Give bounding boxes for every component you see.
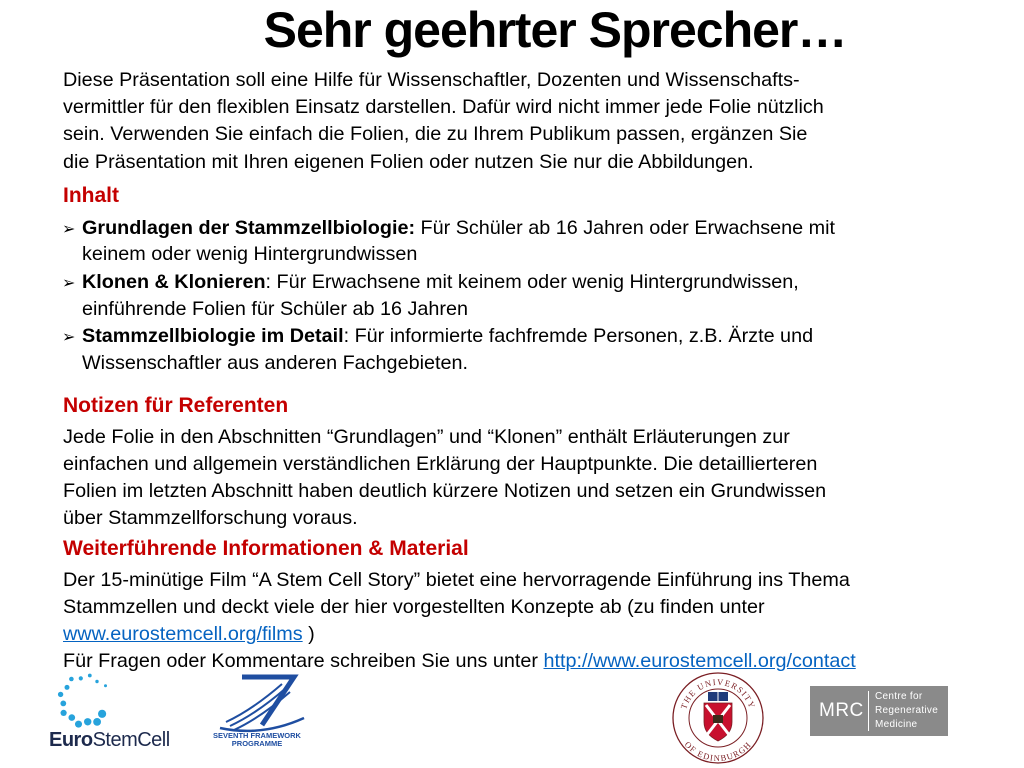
intro-line: vermittler für den flexiblen Einsatz darstellen. Dafür wird nicht immer jede Folie nützlich: [63, 95, 824, 118]
bullet-item-line: [82, 215, 835, 242]
logo-dot: [60, 701, 66, 707]
bullet-item-line: [82, 323, 813, 350]
arrow-bullet-icon: ➢: [62, 218, 76, 238]
films-link-suffix: ): [302, 622, 315, 645]
bullet-text: : Für informierte fachfremde Personen, z.B. Ärzte und: [343, 324, 814, 347]
fp7-seven-emblem: [220, 677, 304, 731]
logo-dot: [104, 684, 107, 687]
logo-dot: [98, 710, 106, 718]
mrc-name-line: Medicine: [875, 719, 918, 730]
logo-dot: [84, 718, 91, 725]
bullet-lead: Stammzellbiologie im Detail: [82, 324, 344, 347]
logo-dot: [93, 718, 101, 726]
mrc-name-line: Regenerative: [875, 705, 939, 716]
films-link[interactable]: www.eurostemcell.org/films: [63, 622, 303, 645]
bullet-item-line: [82, 269, 799, 296]
wing-line: [230, 688, 286, 726]
mrc-divider: [868, 691, 869, 731]
seal-ring-bottom-path: OF EDINBURGH: [682, 739, 754, 764]
eurostemcell-wordmark: [49, 729, 170, 751]
notes-heading: Notizen für Referenten: [63, 393, 289, 417]
arrow-bullet-icon: ➢: [62, 326, 76, 346]
eurostemcell-logo: [46, 670, 182, 752]
arrow-bullet-icon: ➢: [62, 272, 76, 292]
logo-dot: [69, 677, 74, 682]
contact-link[interactable]: http://www.eurostemcell.org/contact: [543, 649, 856, 672]
wordmark-euro: Euro: [49, 729, 93, 751]
wordmark-stemcell: StemCell: [92, 729, 170, 751]
fp7-logo: [212, 670, 312, 752]
notes-line: über Stammzellforschung voraus.: [63, 506, 358, 529]
seal-ring-top-path: THE UNIVERSITY: [678, 676, 758, 711]
fp7-text-line1: SEVENTH FRAMEWORK: [213, 731, 301, 740]
bullet-text: : Für Erwachsene mit keinem oder wenig Hintergrundwissen,: [265, 270, 799, 293]
bullet-continuation: Wissenschaftler aus anderen Fachgebieten.: [82, 351, 468, 374]
intro-line: die Präsentation mit Ihren eigenen Folien oder nutzen Sie nur die Abbildungen.: [63, 150, 754, 173]
mrc-name-line: Centre for: [875, 691, 923, 702]
logo-dot: [95, 680, 98, 683]
mrc-logo: [810, 686, 948, 736]
contents-heading: Inhalt: [63, 183, 119, 207]
films-link-line: [63, 621, 315, 648]
slide-title: Sehr geehrter Sprecher…: [263, 2, 847, 58]
logo-dot: [79, 676, 83, 680]
logo-dot: [69, 714, 76, 721]
bullet-continuation: keinem oder wenig Hintergrundwissen: [82, 242, 418, 265]
bullet-lead: Grundlagen der Stammzellbiologie:: [82, 216, 416, 239]
bullet-text: Für Schüler ab 16 Jahren oder Erwachsene mit: [415, 216, 836, 239]
further-heading: Weiterführende Informationen & Material: [63, 536, 469, 560]
edinburgh-seal-logo: [664, 670, 772, 766]
notes-line: Jede Folie in den Abschnitten “Grundlagen” und “Klonen” enthält Erläuterungen zur: [63, 425, 790, 448]
seven-stroke: [242, 677, 294, 725]
notes-line: Folien im letzten Abschnitt haben deutlich kürzere Notizen und setzen ein Grundwissen: [63, 479, 827, 502]
contact-text: Für Fragen oder Kommentare schreiben Sie uns unter: [63, 649, 544, 672]
mrc-centre-name: [875, 690, 938, 732]
logo-dot: [75, 721, 82, 728]
further-line: Der 15-minütige Film “A Stem Cell Story” bietet eine hervorragende Einführung ins Thema: [63, 568, 850, 591]
bullet-continuation: einführende Folien für Schüler ab 16 Jahren: [82, 297, 468, 320]
logo-dot: [61, 710, 67, 716]
intro-line: sein. Verwenden Sie einfach die Folien, die zu Ihrem Publikum passen, ergänzen Sie: [63, 123, 808, 145]
castle-icon: [713, 715, 723, 723]
further-line: Stammzellen und deckt viele der hier vorgestellten Konzepte ab (zu finden unter: [63, 595, 765, 618]
eurostemcell-dot-ring: [58, 674, 107, 728]
intro-line: Diese Präsentation soll eine Hilfe für Wissenschaftler, Dozenten und Wissenschafts-: [63, 68, 800, 91]
wing-line: [226, 684, 282, 722]
logo-dot: [88, 674, 92, 678]
logo-dot: [58, 692, 63, 697]
notes-line: einfachen und allgemein verständlichen Erklärung der Hauptpunkte. Die detaillierteren: [63, 452, 818, 475]
fp7-text-line2: PROGRAMME: [231, 739, 283, 748]
bullet-lead: Klonen & Klonieren: [82, 270, 266, 293]
logo-dot: [65, 685, 70, 690]
mrc-acronym: MRC: [819, 700, 864, 721]
